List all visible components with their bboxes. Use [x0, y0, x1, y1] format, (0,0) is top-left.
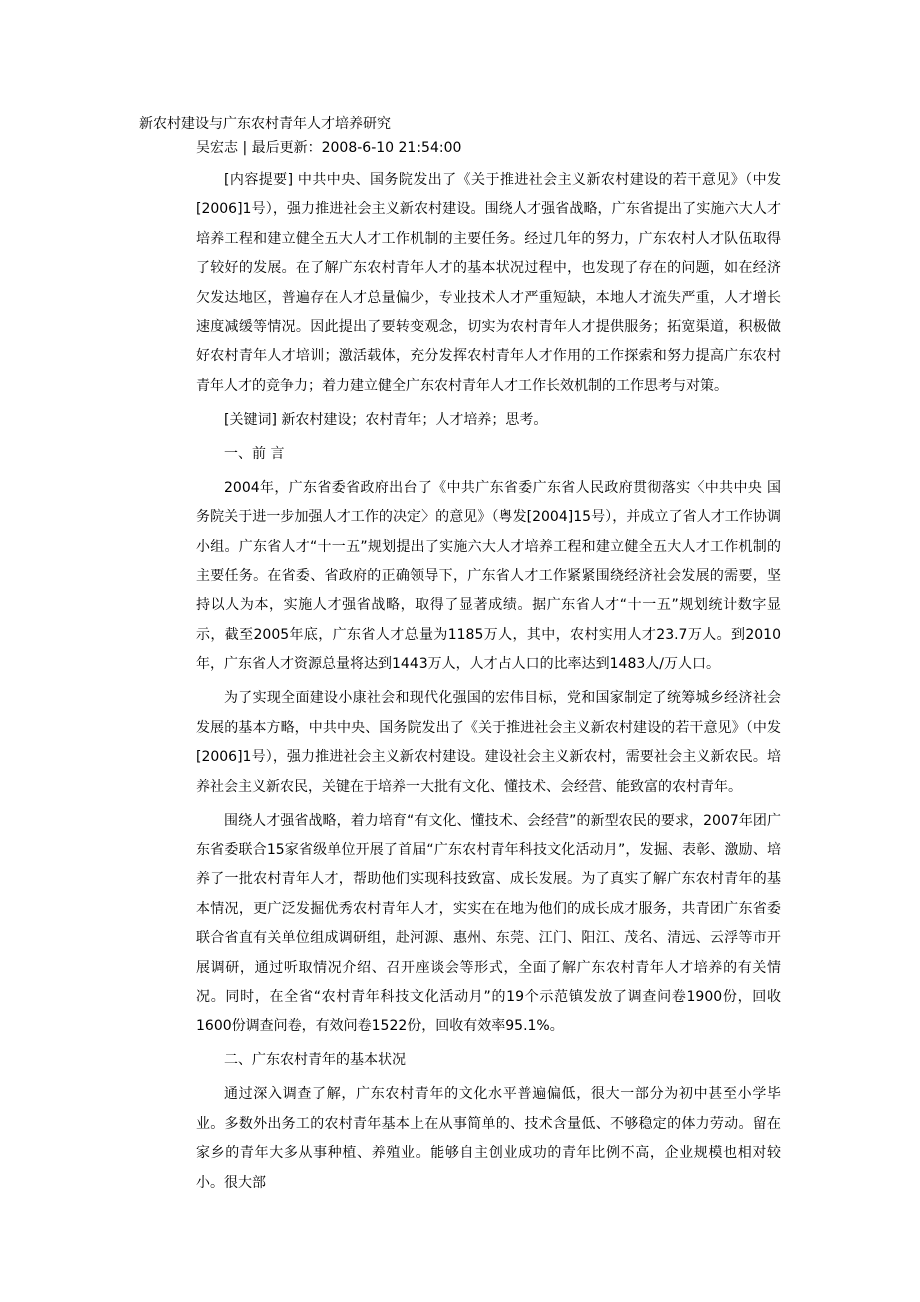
body-paragraph: 围绕人才强省战略，着力培育“有文化、懂技术、会经营”的新型农民的要求，2007年团广东省委联合15家省级单位开展了首届“广东农村青年科技文化活动月”，发掘、表彰、激励、培养了一批农村青年人才，帮助他们实现科技致富、成长发展。为了真实了解广东农村青年的基本情况，更广泛发掘优秀农村青年人才，实实在在地为他们的成长成才服务，共青团广东省委联合省直有关单位组成调研组，赴河源、惠州、东莞、江门、阳江、茂名、清远、云浮等市开展调研，通过听取情况介绍、召开座谈会等形式，全面了解广东农村青年人才培养的有关情况。同时，在全省“农村青年科技文化活动月”的19个示范镇发放了调查问卷1900份，回收1600份调查问卷，有效问卷1522份，回收有效率95.1%。 [196, 812, 781, 1035]
section-heading-2: 二、广东农村青年的基本状况 [224, 1052, 406, 1069]
keywords-paragraph: [关键词] 新农村建设；农村青年；人才培养；思考。 [224, 411, 548, 428]
article-body [196, 166, 781, 1203]
article-byline: 吴宏志 | 最后更新：2008-6-10 21:54:00 [196, 140, 462, 156]
body-paragraph: 2004年，广东省委省政府出台了《中共广东省委广东省人民政府贯彻落实〈中共中央 国务院关于进一步加强人才工作的决定〉的意见》（粤发[2004]15号），并成立了省人才工作协调小组。广东省人才“十一五”规划提出了实施六大人才培养工程和建立健全五大人才工作机制的主要任务。在省委、省政府的正确领导下，广东省人才工作紧紧围绕经济社会发展的需要，坚持以人为本，实施人才强省战略，取得了显著成绩。据广东省人才“十一五”规划统计数字显示，截至2005年底，广东省人才总量为1185万人，其中，农村实用人才23.7万人。到2010年，广东省人才资源总量将达到1443万人，人才占人口的比率达到1483人/万人口。 [196, 479, 781, 673]
section-heading-1: 一、前 言 [224, 445, 285, 462]
body-paragraph: 为了实现全面建设小康社会和现代化强国的宏伟目标，党和国家制定了统筹城乡经济社会发展的基本方略，中共中央、国务院发出了《关于推进社会主义新农村建设的若干意见》（中发[2006]1号），强力推进社会主义新农村建设。建设社会主义新农村，需要社会主义新农民。培养社会主义新农民，关键在于培养一大批有文化、懂技术、会经营、能致富的农村青年。 [196, 690, 781, 795]
article-title: 新农村建设与广东农村青年人才培养研究 [139, 116, 391, 132]
abstract-paragraph: [内容提要] 中共中央、国务院发出了《关于推进社会主义新农村建设的若干意见》（中发[2006]1号），强力推进社会主义新农村建设。围绕人才强省战略，广东省提出了实施六大人才培养工程和建立健全五大人才工作机制的主要任务。经过几年的努力，广东农村人才队伍取得了较好的发展。在了解广东农村青年人才的基本状况过程中，也发现了存在的问题，如在经济欠发达地区，普遍存在人才总量偏少，专业技术人才严重短缺，本地人才流失严重，人才增长速度减缓等情况。因此提出了要转变观念，切实为农村青年人才提供服务；拓宽渠道，积极做好农村青年人才培训；激活载体，充分发挥农村青年人才作用的工作探索和努力提高广东农村青年人才的竞争力；着力建立健全广东农村青年人才工作长效机制的工作思考与对策。 [196, 172, 781, 394]
body-paragraph: 通过深入调查了解，广东农村青年的文化水平普遍偏低，很大一部分为初中甚至小学毕业。多数外出务工的农村青年基本上在从事简单的、技术含量低、不够稳定的体力劳动。留在家乡的青年大多从事种植、养殖业。能够自主创业成功的青年比例不高，企业规模也相对较小。很大部 [196, 1086, 781, 1191]
